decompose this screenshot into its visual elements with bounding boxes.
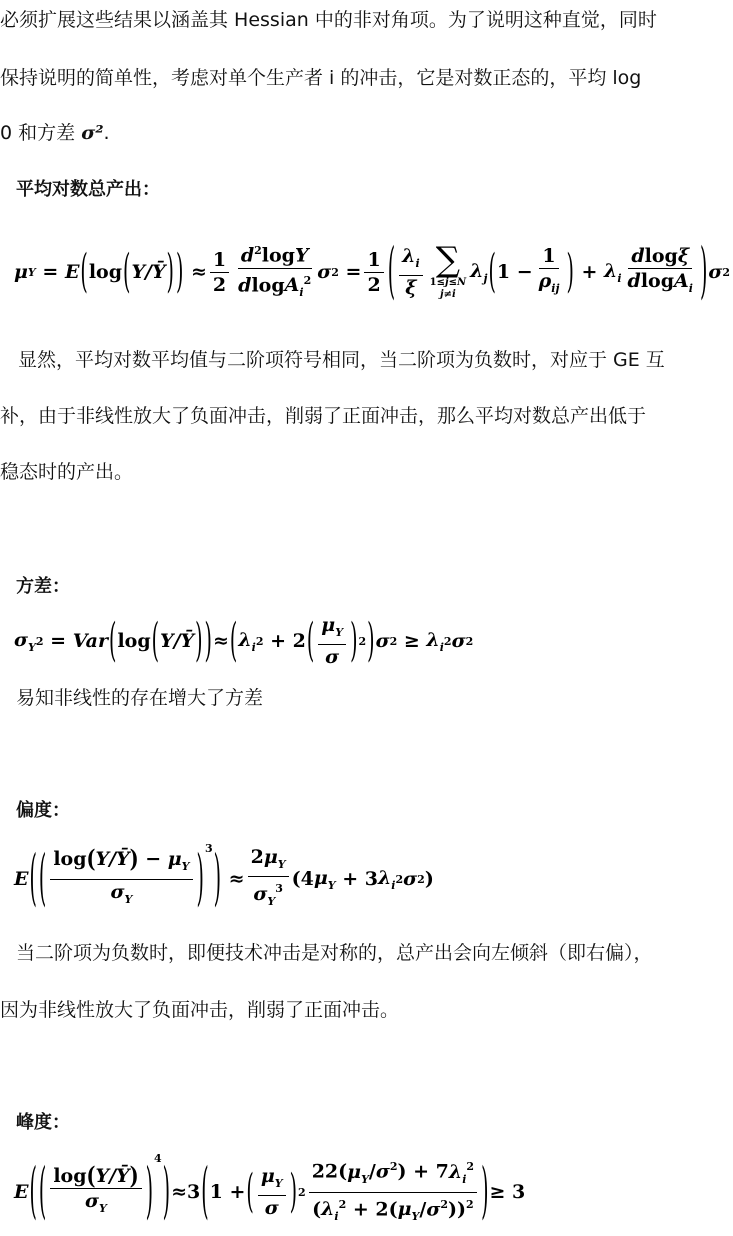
equation-variance: $\sigma_\Upsilon$ 2 = Var ( log ( Υ/Ῡ ) ) ≈ ( $\lambda_i$ 2 + 2 ( $\frac{\mu_\Upsilon}{\sigma}$ ) 2 ) σ 2 ≥ $\lambda_i$ 2 σ 2 bbox=[14, 613, 474, 669]
para-line-1: 必须扩展这些结果以涵盖其 Hessian 中的非对角项。为了说明这种直觉，同时 bbox=[0, 9, 657, 31]
equation-kurtosis: E ( ( $\frac{\text{log(Υ/Ῡ)}}{\sigma_\Upsilon}$ ) $^4$ ) ≈3 ( 1 + ( $\frac{\mu_\Upsilon}{\sigma}$ ) 2 $\frac{22(\mu_\Upsilon/\sigma^2) + 7\lambda_i^2}{(\lambda_i^2 + 2(\mu_\Upsilon/\sigma^2))^2}$ ) ≥ 3 bbox=[14, 1152, 526, 1228]
para-mean-3: 稳态时的产出。 bbox=[0, 461, 134, 483]
para-line-3-end: . bbox=[103, 122, 110, 144]
para-variance: 易知非线性的存在增大了方差 bbox=[16, 687, 264, 709]
para-skewness-1: 当二阶项为负数时，即便技术冲击是对称的，总产出会向左倾斜（即右偏）， bbox=[16, 942, 653, 964]
heading-mean-log-output: 平均对数总产出： bbox=[16, 179, 160, 200]
heading-kurtosis: 峰度： bbox=[16, 1112, 70, 1133]
para-line-2: 保持说明的简单性，考虑对单个生产者 i 的冲击，它是对数正态的，平均 log bbox=[0, 67, 642, 89]
para-mean-1: 显然，平均对数平均值与二阶项符号相同，当二阶项为负数时，对应于 GE 互 bbox=[18, 349, 665, 371]
para-mean-2: 补，由于非线性放大了负面冲击，削弱了正面冲击，那么平均对数总产出低于 bbox=[0, 405, 647, 427]
sigma-squared: σ² bbox=[81, 122, 104, 144]
para-skewness-2: 因为非线性放大了负面冲击，削弱了正面冲击。 bbox=[0, 999, 400, 1021]
para-line-3 bbox=[0, 121, 110, 145]
equation-skewness: E ( ( $\frac{\log(\Upsilon/Ῡ) - \mu_\Upsilon}{\sigma_\Upsilon}$ ) $^3$ ) ≈ $\frac{2\mu_\Upsilon}{\sigma_\Upsilon^3}$ (4 $\mu_\Upsilon$ + 3 $\lambda_i$ 2 σ 2 ) bbox=[14, 842, 434, 915]
heading-skewness: 偏度： bbox=[16, 800, 70, 821]
para-line-3-text: 0 和方差 bbox=[0, 122, 76, 144]
heading-variance: 方差： bbox=[16, 576, 70, 597]
equation-mean: μ Υ = E ( log ( Υ/Ῡ ) ) ≈ $\frac{1}{2}$ $\frac{d^2\log\Upsilon}{dlogA_i^2}$ σ 2 = $\frac{1}{2}$ ( $\frac{\lambda_i}{\xi}$ ∑ 1≤j≤N j≠i $\lambda_j$ ( 1 − $\frac{1}{\rho_{ij}}$ ) + $\lambda_i$ $\frac{dlog\xi}{dlogA_i}$ ) σ 2 bbox=[14, 236, 731, 308]
